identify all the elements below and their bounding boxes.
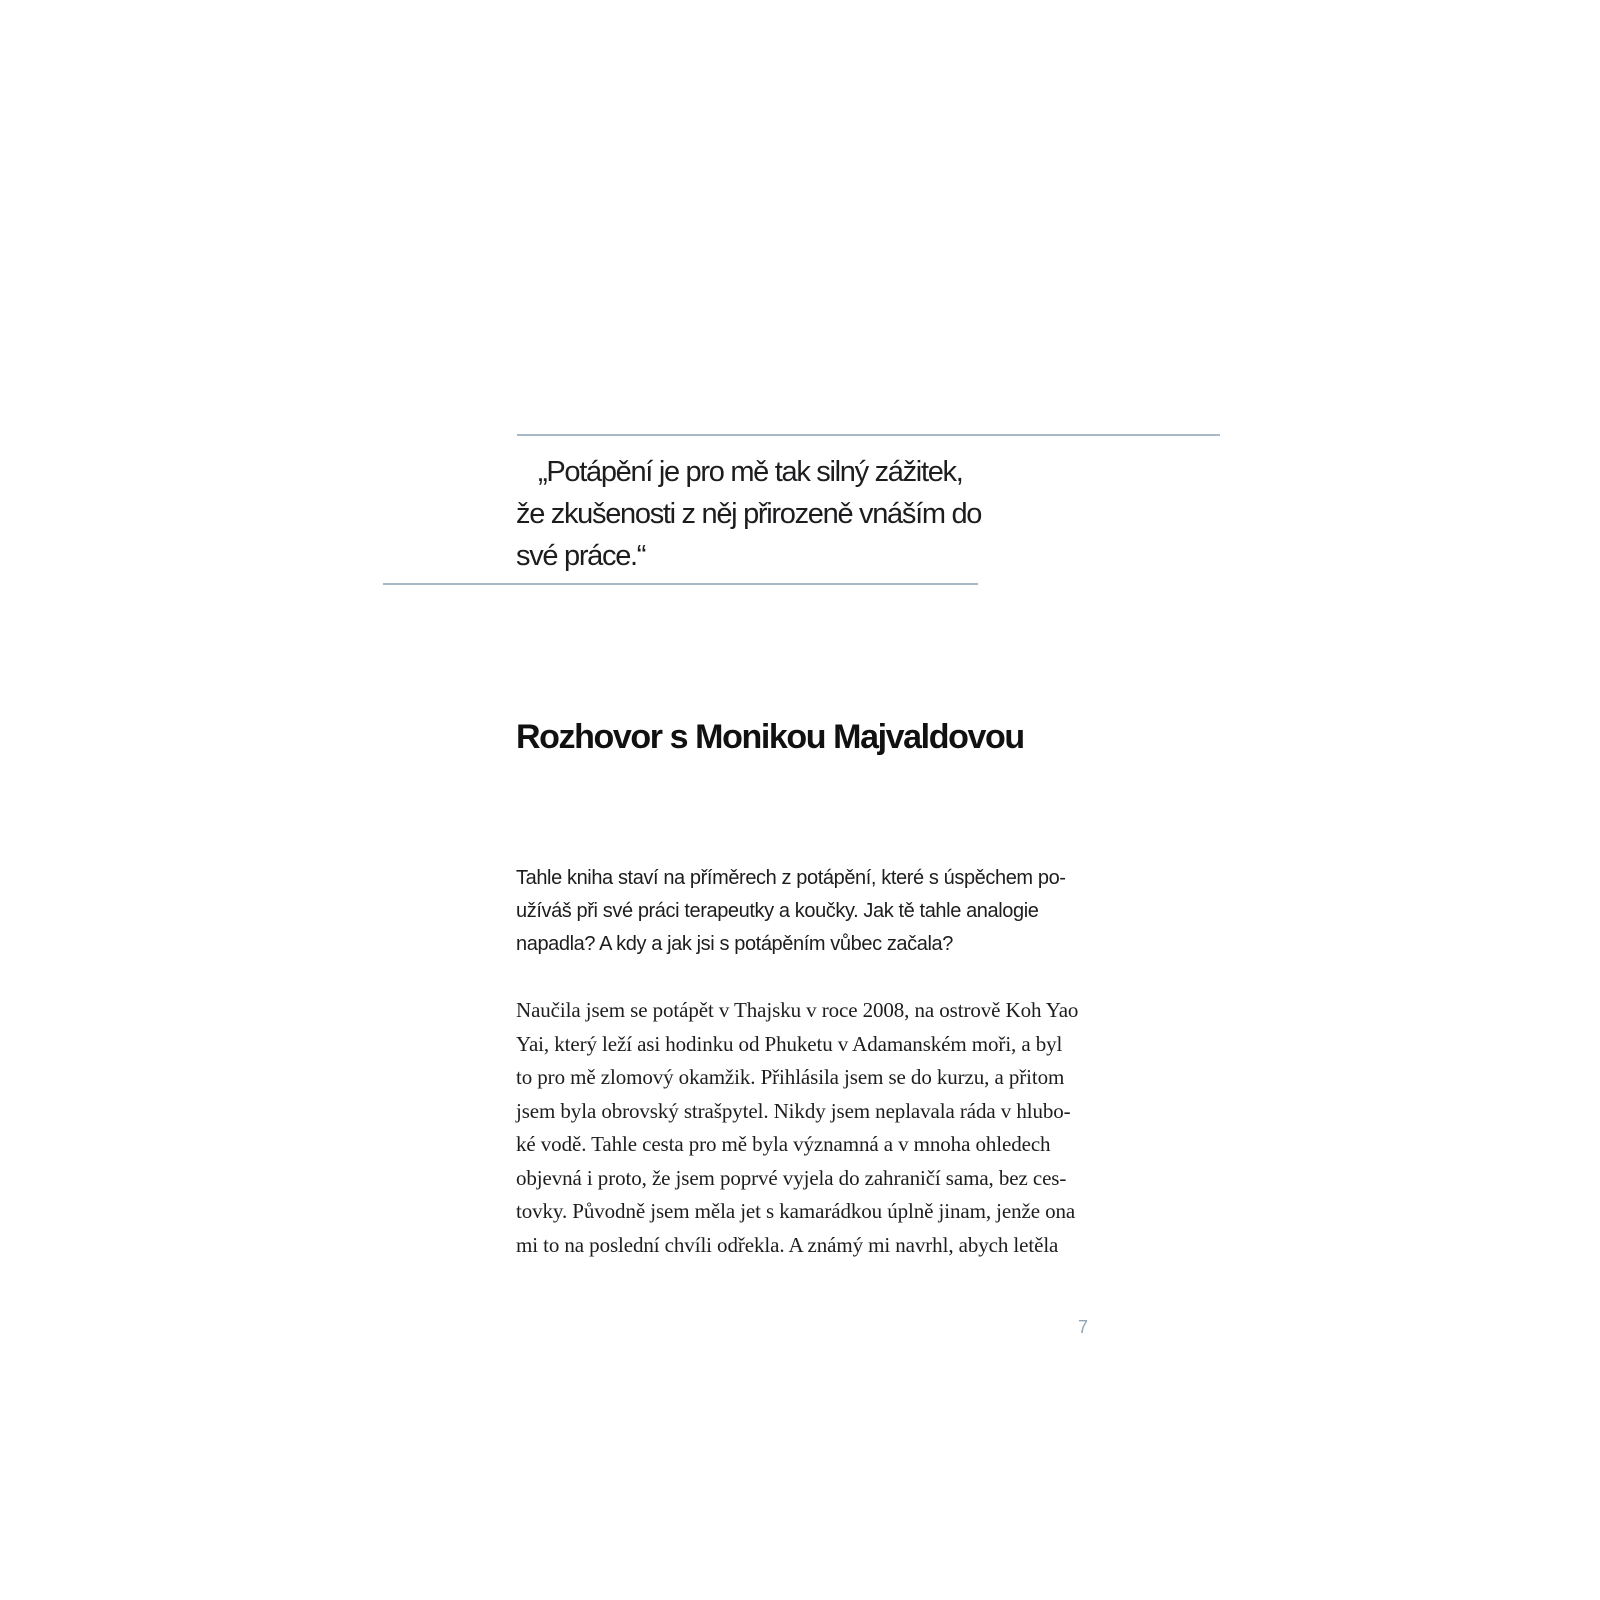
- answer-line: ké vodě. Tahle cesta pro mě byla významná a v mnoha ohledech: [516, 1132, 1051, 1156]
- interview-answer: [516, 994, 1091, 1262]
- answer-line: Naučila jsem se potápět v Thajsku v roce 2008, na ostrově Koh Yao: [516, 998, 1079, 1022]
- answer-line: mi to na poslední chvíli odřekla. A známý mi navrhl, abych letěla: [516, 1232, 1059, 1257]
- question-line: Tahle kniha staví na příměrech z potápění, které s úspěchem po-: [516, 867, 1066, 889]
- page-number: 7: [1078, 1317, 1089, 1337]
- question-line: užíváš při své práci terapeutky a koučky. Jak tě tahle analogie: [516, 900, 1039, 922]
- pull-quote-line: své práce.“: [516, 540, 646, 572]
- interview-question: [516, 862, 1091, 961]
- answer-line: to pro mě zlomový okamžik. Přihlásila jsem se do kurzu, a přitom: [516, 1065, 1065, 1089]
- answer-line: tovky. Původně jsem měla jet s kamarádkou úplně jinam, jenže ona: [516, 1199, 1076, 1223]
- pull-quote-line: že zkušenosti z něj přirozeně vnáším do: [516, 498, 982, 530]
- answer-line: Yai, který leží asi hodinku od Phuketu v Adamanském moři, a byl: [516, 1031, 1063, 1056]
- pull-quote-line: „Potápění je pro mě tak silný zážitek,: [538, 456, 963, 488]
- quote-top-rule: [517, 434, 1220, 436]
- answer-line: jsem byla obrovský strašpytel. Nikdy jsem neplavala ráda v hlubo-: [516, 1098, 1071, 1123]
- answer-line: objevná i proto, že jsem poprvé vyjela do zahraničí sama, bez ces-: [516, 1165, 1067, 1190]
- question-line: napadla? A kdy a jak jsi s potápěním vůbec začala?: [516, 933, 953, 955]
- quote-bottom-rule: [383, 583, 978, 585]
- chapter-heading: Rozhovor s Monikou Majvaldovou: [516, 718, 1024, 756]
- pull-quote: [516, 451, 996, 577]
